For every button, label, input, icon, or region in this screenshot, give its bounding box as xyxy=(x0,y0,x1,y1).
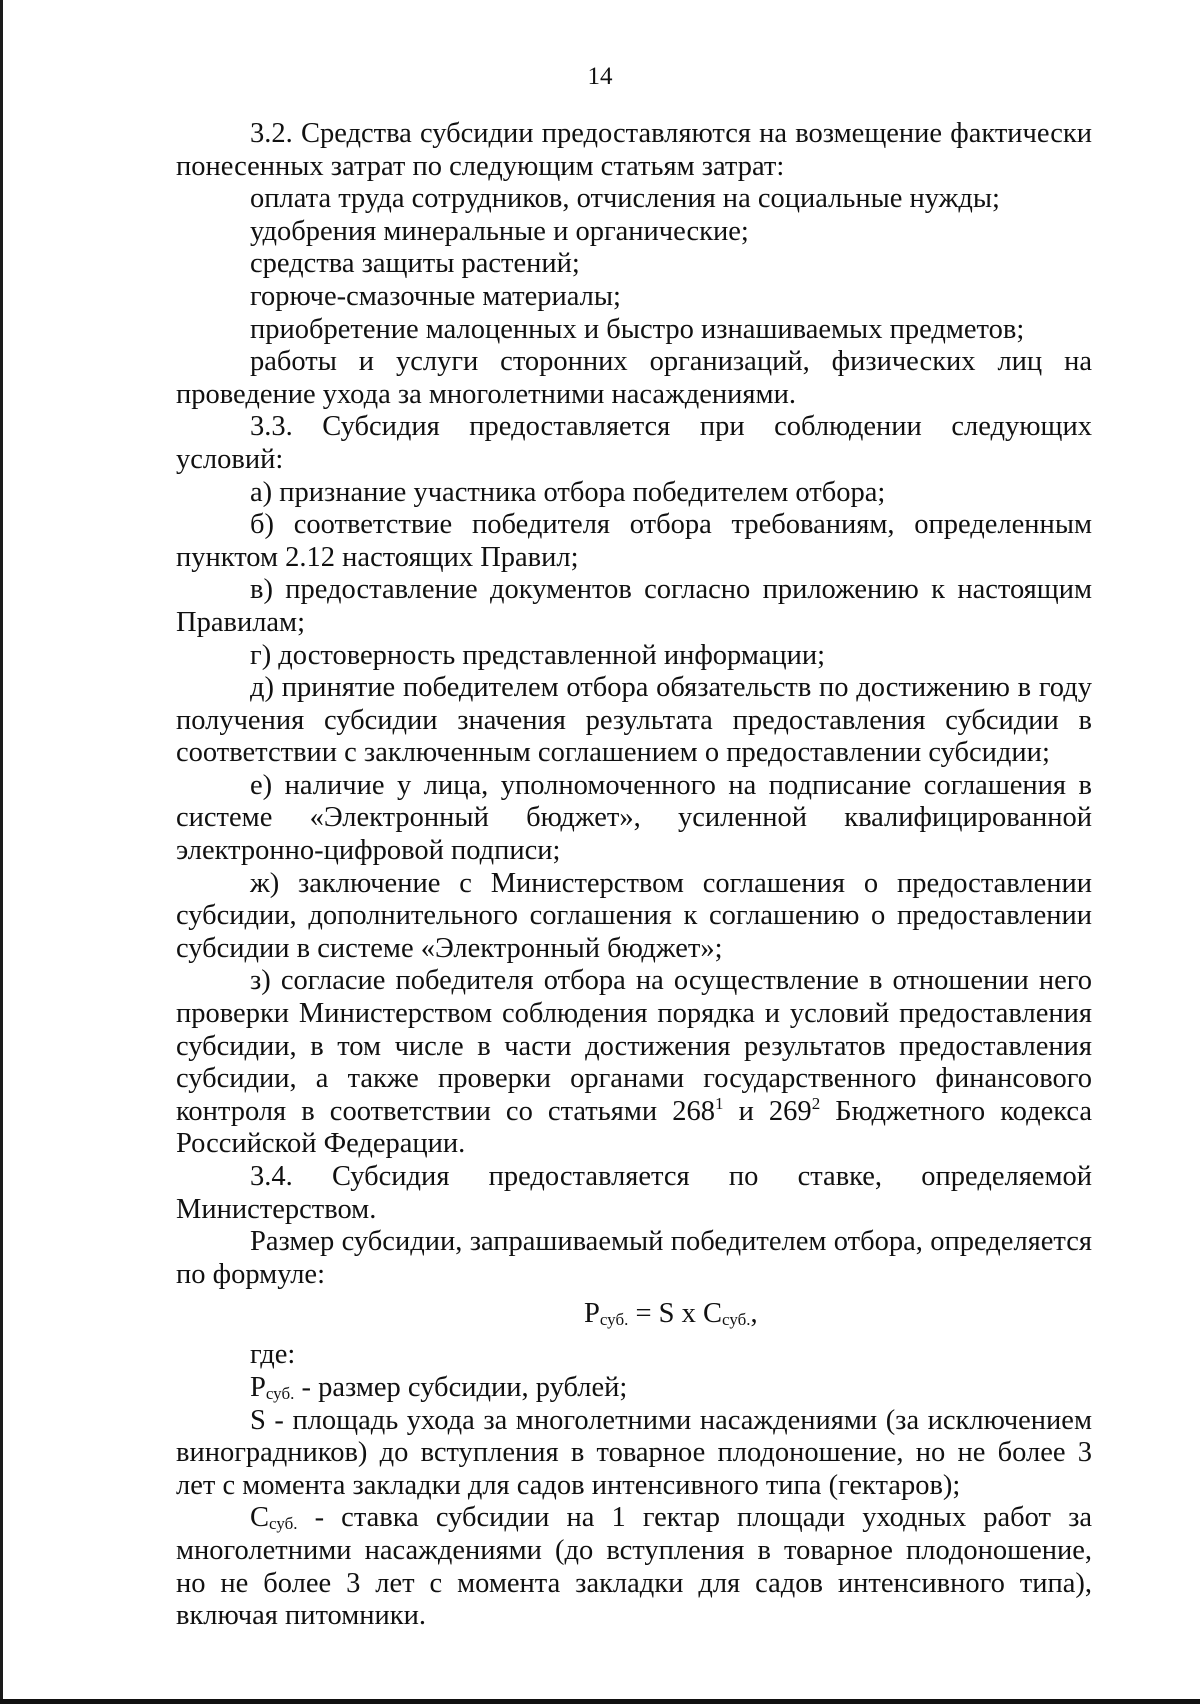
condition-item: а) признание участника отбора победителем отбора; xyxy=(250,476,886,508)
definition-symbol: Р xyxy=(250,1371,266,1403)
definition-symbol: С xyxy=(250,1502,270,1534)
expense-item: удобрения минеральные и органические; xyxy=(250,215,749,247)
scan-bottom-edge xyxy=(0,1699,1200,1704)
definition-text: - размер субсидии, рублей; xyxy=(294,1371,628,1403)
condition-item: ж) заключение с Министерством соглашения о предоставлении субсидии, дополнительного соглашения к соглашению о предоставлении субсидии в системе «Электронный бюджет»; xyxy=(176,867,1092,964)
condition-item-z xyxy=(176,965,1092,1161)
definition-subscript: суб. xyxy=(265,1383,295,1403)
definition-text: - площадь ухода за многолетними насаждениями (за исключением виноградников) до вступления в товарное плодоношение, но не более 3 лет с момента закладки для садов интенсивного типа (гектаров); xyxy=(176,1404,1092,1501)
expense-item: горюче-смазочные материалы; xyxy=(250,280,621,312)
formula-subscript: суб. xyxy=(722,1310,751,1330)
expense-item: работы и услуги сторонних организаций, физических лиц на проведение ухода за многолетними насаждениями. xyxy=(176,346,1092,410)
subsidy-formula xyxy=(176,1296,1092,1332)
paragraph-3-4: 3.4. Субсидия предоставляется по ставке, определяемой Министерством. xyxy=(176,1161,1092,1225)
formula-intro: Размер субсидии, запрашиваемый победителем отбора, определяется по формуле: xyxy=(176,1226,1092,1290)
condition-item: в) предоставление документов согласно приложению к настоящим Правилам; xyxy=(176,574,1092,638)
definition-s xyxy=(176,1405,1092,1503)
condition-z-text: Бюджетного кодекса Российской Федерации. xyxy=(176,1095,1092,1160)
expense-item: оплата труда сотрудников, отчисления на социальные нужды; xyxy=(250,183,1000,215)
definition-subscript: суб. xyxy=(269,1514,298,1534)
definition-p xyxy=(176,1372,1092,1405)
expense-item: приобретение малоценных и быстро изнашиваемых предметов; xyxy=(250,313,1025,345)
formula-middle: = S x С xyxy=(628,1298,723,1330)
condition-z-text: з) согласие победителя отбора на осуществление в отношении него проверки Министерством соблюдения порядка и условий предоставления субсидии, в том числе в части достижения результатов предоставления субсидии, а также проверки органами государственного финансового контроля в соответствии со статьями 268 xyxy=(176,965,1092,1127)
formula-tail: , xyxy=(750,1298,758,1330)
paragraph-3-2-intro: 3.2. Средства субсидии предоставляются на возмещение фактически понесенных затрат по следующим статьям затрат: xyxy=(176,118,1092,182)
condition-z-text: и 269 xyxy=(723,1095,812,1127)
condition-item: д) принятие победителем отбора обязательств по достижению в году получения субсидии значения результата предоставления субсидии в соответствии с заключенным соглашением о предоставлении субсидии; xyxy=(176,672,1092,769)
scan-left-edge xyxy=(0,0,3,1704)
condition-item: б) соответствие победителя отбора требованиям, определенным пунктом 2.12 настоящих Правил; xyxy=(176,509,1092,573)
condition-item: г) достоверность представленной информации; xyxy=(250,639,826,671)
where-label: где: xyxy=(250,1339,296,1371)
formula-subscript: суб. xyxy=(599,1310,629,1330)
document-body xyxy=(176,118,1092,1633)
formula-symbol-p: Р xyxy=(584,1298,600,1330)
expense-item: средства защиты растений; xyxy=(250,248,580,280)
superscript: 2 xyxy=(811,1093,821,1113)
paragraph-3-3-intro: 3.3. Субсидия предоставляется при соблюдении следующих условий: xyxy=(176,411,1092,475)
page-number: 14 xyxy=(587,63,613,90)
definition-c xyxy=(176,1502,1092,1632)
definition-symbol: S xyxy=(250,1404,266,1436)
condition-item: е) наличие у лица, уполномоченного на подписание соглашения в системе «Электронный бюджет», усиленной квалифицированной электронно-цифровой подписи; xyxy=(176,769,1092,867)
superscript: 1 xyxy=(714,1093,724,1113)
definition-text: - ставка субсидии на 1 гектар площади уходных работ за многолетними насаждениями (до вступления в товарное плодоношение, но не более 3 лет с момента закладки для садов интенсивного типа), включая питомники. xyxy=(176,1502,1092,1632)
